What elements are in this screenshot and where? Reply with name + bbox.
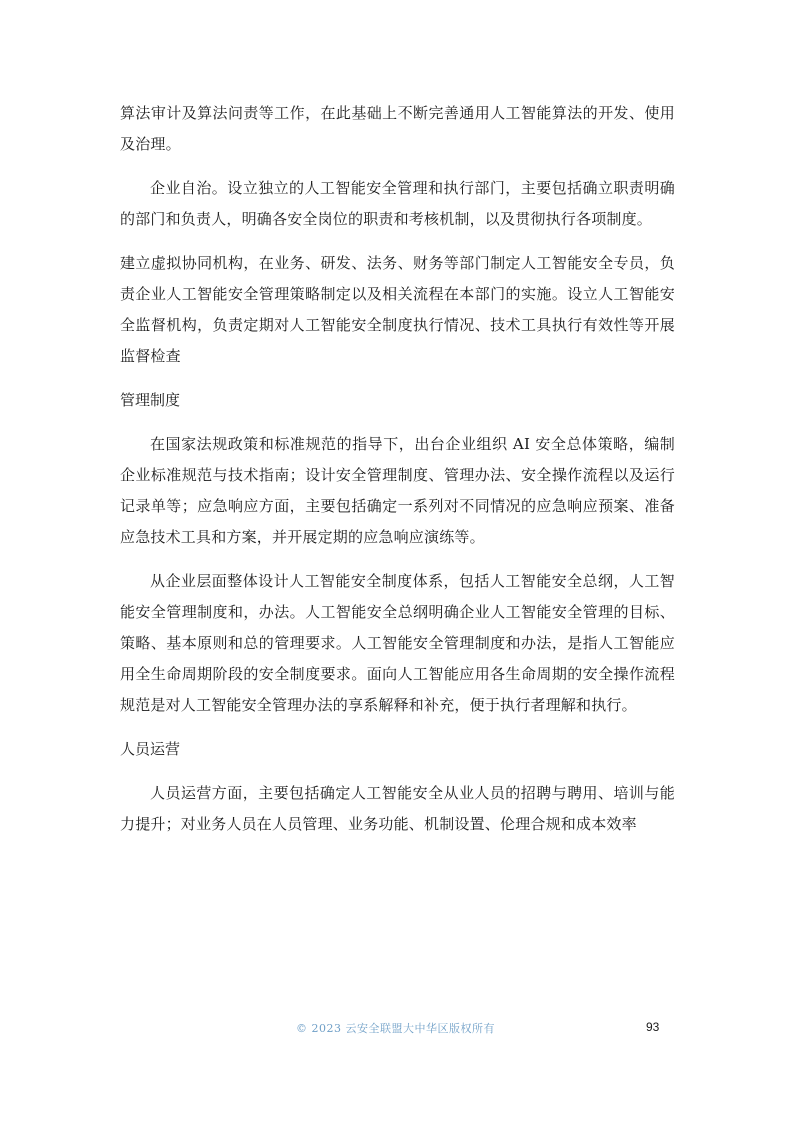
page-body <box>120 98 675 840</box>
paragraph-algorithm-audit: 算法审计及算法问责等工作，在此基础上不断完善通用人工智能算法的开发、使用及治理。 <box>120 104 675 153</box>
paragraph-national-regulations: 在国家法规政策和标准规范的指导下，出台企业组织 AI 安全总体策略，编制企业标准规范与技术指南；设计安全管理制度、管理办法、安全操作流程以及运行记录单等；应急响应方面，主要包括确定一系列对不同情况的应急响应预案、准备应急技术工具和方案，并开展定期的应急响应演练等。 <box>120 435 675 546</box>
section-heading-personnel-operations: 人员运营 <box>120 740 181 758</box>
paragraph-enterprise-autonomy: 企业自治。设立独立的人工智能安全管理和执行部门，主要包括确立职责明确的部门和负责人，明确各安全岗位的职责和考核机制，以及贯彻执行各项制度。 <box>120 179 675 228</box>
copyright-notice: © 2023 云安全联盟大中华区版权所有 <box>296 1022 495 1035</box>
page-number: 93 <box>646 1020 660 1034</box>
paragraph-virtual-collaboration: 建立虚拟协同机构，在业务、研发、法务、财务等部门制定人工智能安全专员，负责企业人工智能安全管理策略制定以及相关流程在本部门的实施。设立人工智能安全监督机构，负责定期对人工智能安全制度执行情况、技术工具执行有效性等开展监督检查 <box>120 254 675 365</box>
section-heading-management-system: 管理制度 <box>120 391 181 409</box>
page-footer <box>0 1020 793 1040</box>
paragraph-personnel-operations: 人员运营方面，主要包括确定人工智能安全从业人员的招聘与聘用、培训与能力提升；对业务人员在人员管理、业务功能、机制设置、伦理合规和成本效率 <box>120 784 675 833</box>
paragraph-enterprise-system-design: 从企业层面整体设计人工智能安全制度体系，包括人工智能安全总纲，人工智能安全管理制度和，办法。人工智能安全总纲明确企业人工智能安全管理的目标、策略、基本原则和总的管理要求。人工智能安全管理制度和办法，是指人工智能应用全生命周期阶段的安全制度要求。面向人工智能应用各生命周期的安全操作流程规范是对人工智能安全管理办法的享系解释和补充，便于执行者理解和执行。 <box>120 572 675 714</box>
